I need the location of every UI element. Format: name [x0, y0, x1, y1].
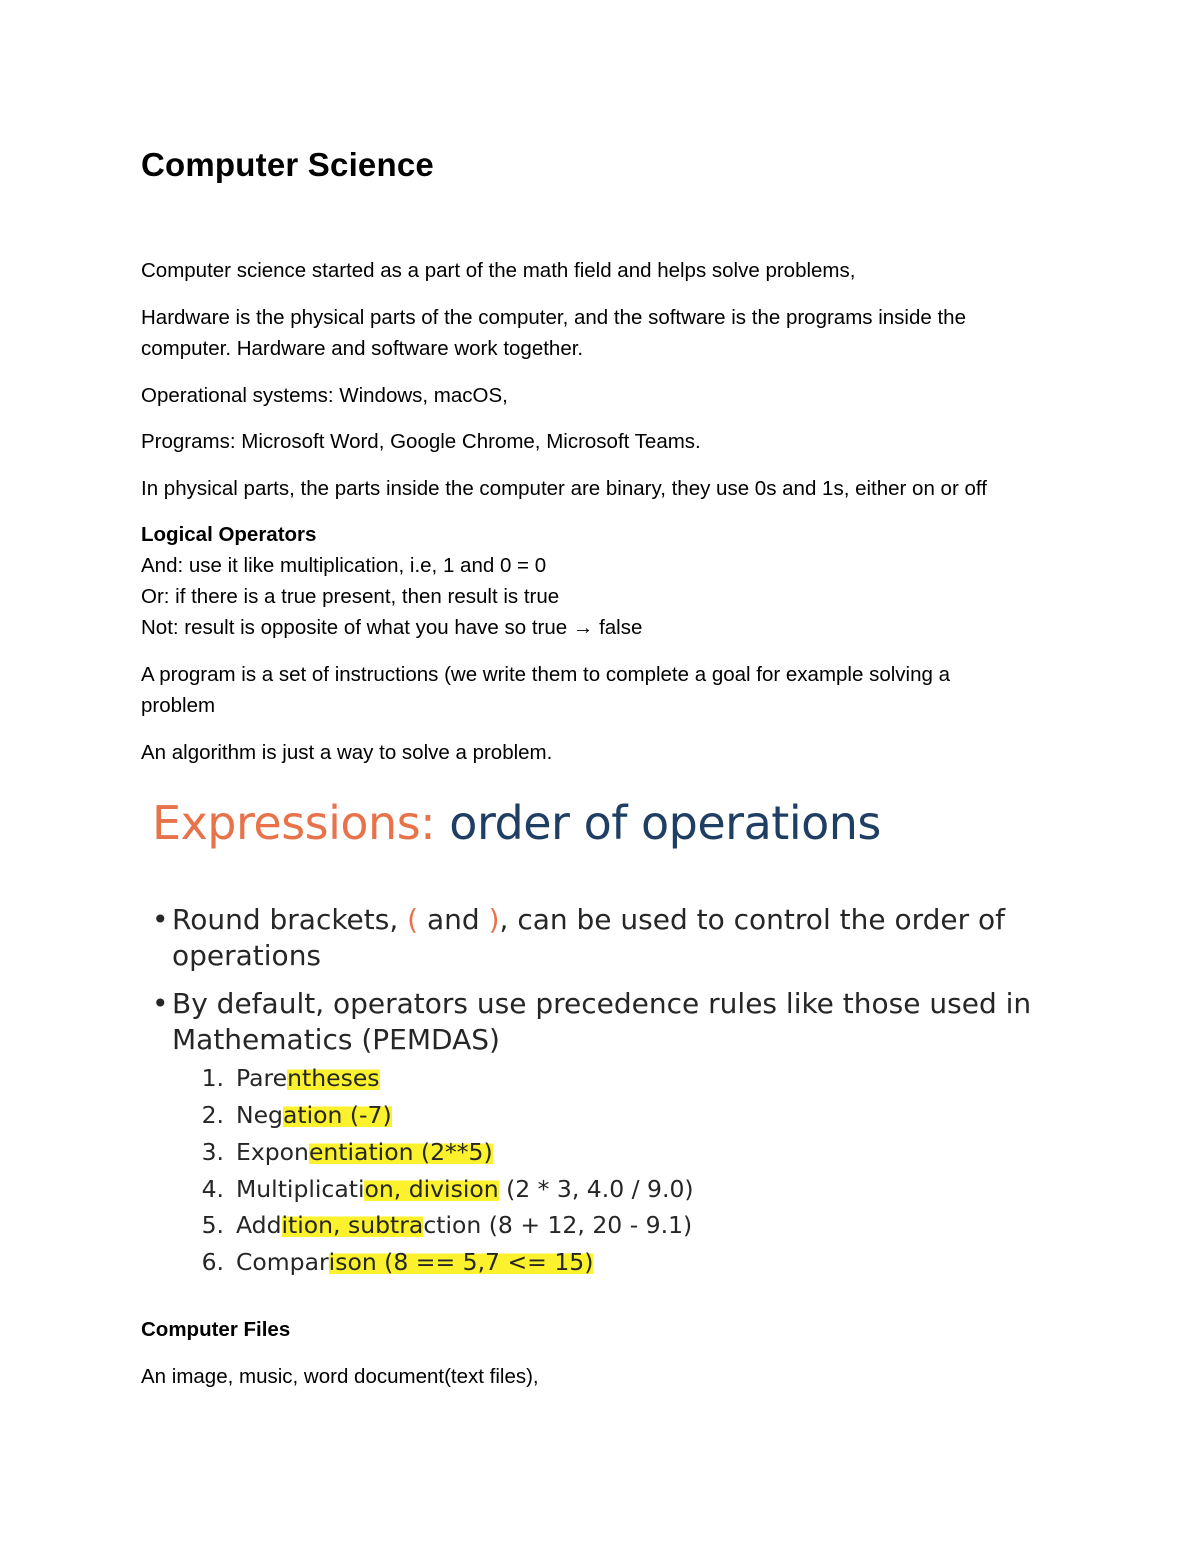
paragraph-computer-files: An image, music, word document(text files), — [141, 1365, 539, 1388]
logical-not-suffix: false — [593, 616, 643, 639]
slide-bullet-2-text: By default, operators use precedence rules like those used in — [172, 987, 1032, 1020]
slide-bullet-1-text: Round brackets, ( and ), can be used to control the order of — [172, 903, 1006, 936]
bullet-dot-icon: • — [152, 987, 169, 1020]
logical-or-line: Or: if there is a true present, then result is true — [141, 585, 560, 608]
arrow-right-icon: → — [572, 616, 594, 639]
bullet-dot-icon: • — [152, 903, 169, 936]
logical-operators-heading: Logical Operators — [141, 523, 317, 546]
slide-heading-expressions: Expressions: — [152, 796, 436, 850]
paragraph-binary: In physical parts, the parts inside the computer are binary, they use 0s and 1s, either on or off — [141, 477, 987, 500]
paragraph-hardware-line1: Hardware is the physical parts of the computer, and the software is the programs inside the — [141, 306, 966, 329]
paragraph-program-line2: problem — [141, 694, 216, 717]
computer-files-heading: Computer Files — [141, 1318, 291, 1341]
slide-heading — [152, 796, 881, 850]
logical-not-line — [141, 612, 642, 643]
logical-not-prefix: Not: result is opposite of what you have so true — [141, 616, 573, 639]
paragraph-programs: Programs: Microsoft Word, Google Chrome, Microsoft Teams. — [141, 430, 701, 453]
embedded-slide-image: Expressions: order of operations • Round brackets, ( and ), can be used to control the order of operations • By default, operators use precedence rules like those used in Mathematics (PEMDAS) 1. Parentheses 2. Negation (-7) 3. Exponentiation (2**5) 4. Multiplication, division (2 * 3, 4.0 / 9.0) 5. Addition, subtraction (8 + 12, 20 - 9.1) 6. Comparison (8 == 5,7 <= 15) — [152, 796, 1032, 1276]
slide-heading-order: order of operations — [435, 796, 881, 850]
paragraph-hardware-line2: computer. Hardware and software work together. — [141, 337, 584, 360]
document-title: Computer Science — [141, 146, 434, 183]
logical-and-line: And: use it like multiplication, i.e, 1 and 0 = 0 — [141, 554, 547, 577]
paragraph-algorithm: An algorithm is just a way to solve a problem. — [141, 741, 553, 764]
paragraph-intro: Computer science started as a part of the math field and helps solve problems, — [141, 259, 856, 282]
paragraph-operating-systems: Operational systems: Windows, macOS, — [141, 384, 508, 407]
paragraph-program-line1: A program is a set of instructions (we write them to complete a goal for example solving a — [141, 663, 950, 686]
